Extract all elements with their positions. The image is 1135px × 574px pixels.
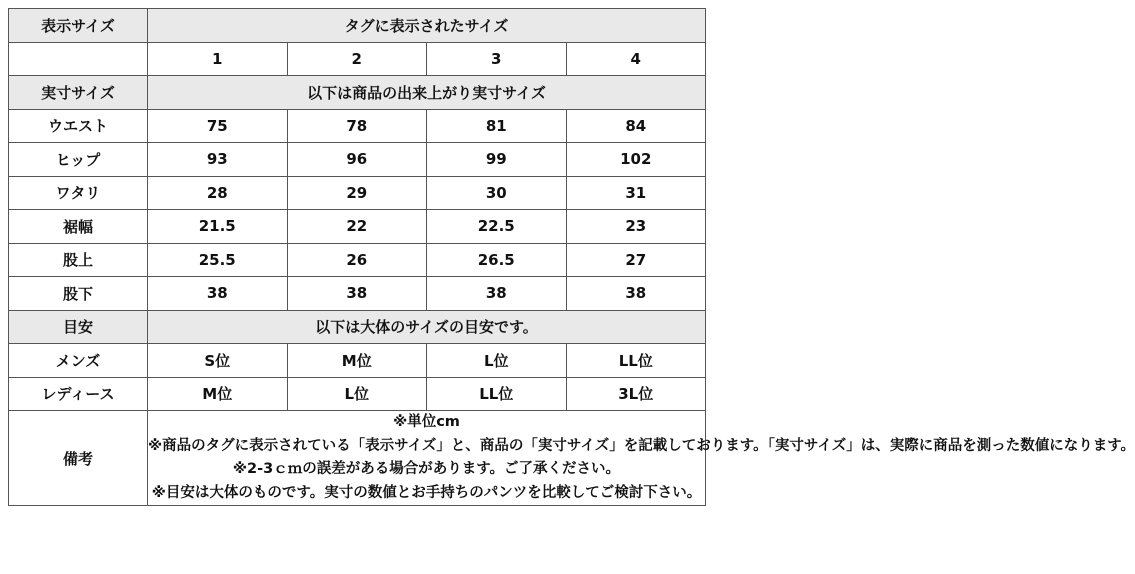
guide-description: 以下は大体のサイズの目安です。 [148, 310, 706, 344]
notes-row [9, 411, 706, 506]
value-cell: 38 [427, 277, 567, 311]
value-cell: LL位 [566, 344, 706, 378]
size-cell: 1 [148, 42, 288, 76]
notes-label: 備考 [9, 411, 148, 506]
value-cell: M位 [148, 377, 288, 411]
row-label: 股上 [9, 243, 148, 277]
row-label: 股下 [9, 277, 148, 311]
value-cell: 81 [427, 109, 567, 143]
value-cell: 38 [287, 277, 427, 311]
size-cell: 2 [287, 42, 427, 76]
display-size-label: 表示サイズ [9, 9, 148, 43]
size-cell: 4 [566, 42, 706, 76]
size-table [8, 8, 1135, 506]
value-cell: 25.5 [148, 243, 288, 277]
value-cell: 96 [287, 143, 427, 177]
guide-header-row [9, 310, 706, 344]
size-number-row [9, 42, 706, 76]
note-line: ※目安は大体のものです。実寸の数値とお手持ちのパンツを比較してご検討下さい。 [151, 484, 702, 501]
table-row [9, 176, 706, 210]
value-cell: 102 [566, 143, 706, 177]
value-cell: L位 [287, 377, 427, 411]
empty-cell [9, 42, 148, 76]
table-row [9, 210, 706, 244]
value-cell: M位 [287, 344, 427, 378]
value-cell: L位 [427, 344, 567, 378]
value-cell: 93 [148, 143, 288, 177]
guide-label: 目安 [9, 310, 148, 344]
row-label: ワタリ [9, 176, 148, 210]
value-cell: 30 [427, 176, 567, 210]
table-row [9, 277, 706, 311]
notes-content [148, 411, 1135, 506]
actual-size-description: 以下は商品の出来上がり実寸サイズ [148, 76, 706, 110]
value-cell: 26.5 [427, 243, 567, 277]
row-label: ヒップ [9, 143, 148, 177]
value-cell: 38 [566, 277, 706, 311]
table-row [9, 344, 706, 378]
actual-size-label: 実寸サイズ [9, 76, 148, 110]
value-cell: 38 [148, 277, 288, 311]
value-cell: 23 [566, 210, 706, 244]
value-cell: 28 [148, 176, 288, 210]
note-line: ※単位cm [393, 414, 460, 430]
value-cell: S位 [148, 344, 288, 378]
value-cell: 22.5 [427, 210, 567, 244]
table-row [9, 109, 706, 143]
value-cell: LL位 [427, 377, 567, 411]
value-cell: 3L位 [566, 377, 706, 411]
size-chart [8, 8, 1135, 506]
value-cell: 29 [287, 176, 427, 210]
size-cell: 3 [427, 42, 567, 76]
value-cell: 78 [287, 109, 427, 143]
actual-size-header-row [9, 76, 706, 110]
table-row [9, 243, 706, 277]
value-cell: 26 [287, 243, 427, 277]
value-cell: 22 [287, 210, 427, 244]
value-cell: 99 [427, 143, 567, 177]
table-row [9, 377, 706, 411]
value-cell: 21.5 [148, 210, 288, 244]
row-label: メンズ [9, 344, 148, 378]
value-cell: 75 [148, 109, 288, 143]
note-line: ※商品のタグに表示されている「表示サイズ」と、商品の「実寸サイズ」を記載しております。「実寸サイズ」は、実際に商品を測った数値になります。 [148, 437, 1135, 454]
header-row [9, 9, 706, 43]
table-row [9, 143, 706, 177]
row-label: ウエスト [9, 109, 148, 143]
note-line: ※2-3ｃｍの誤差がある場合があります。ご了承ください。 [232, 461, 621, 477]
value-cell: 27 [566, 243, 706, 277]
tag-size-label: タグに表示されたサイズ [148, 9, 706, 43]
row-label: 裾幅 [9, 210, 148, 244]
value-cell: 84 [566, 109, 706, 143]
row-label: レディース [9, 377, 148, 411]
value-cell: 31 [566, 176, 706, 210]
